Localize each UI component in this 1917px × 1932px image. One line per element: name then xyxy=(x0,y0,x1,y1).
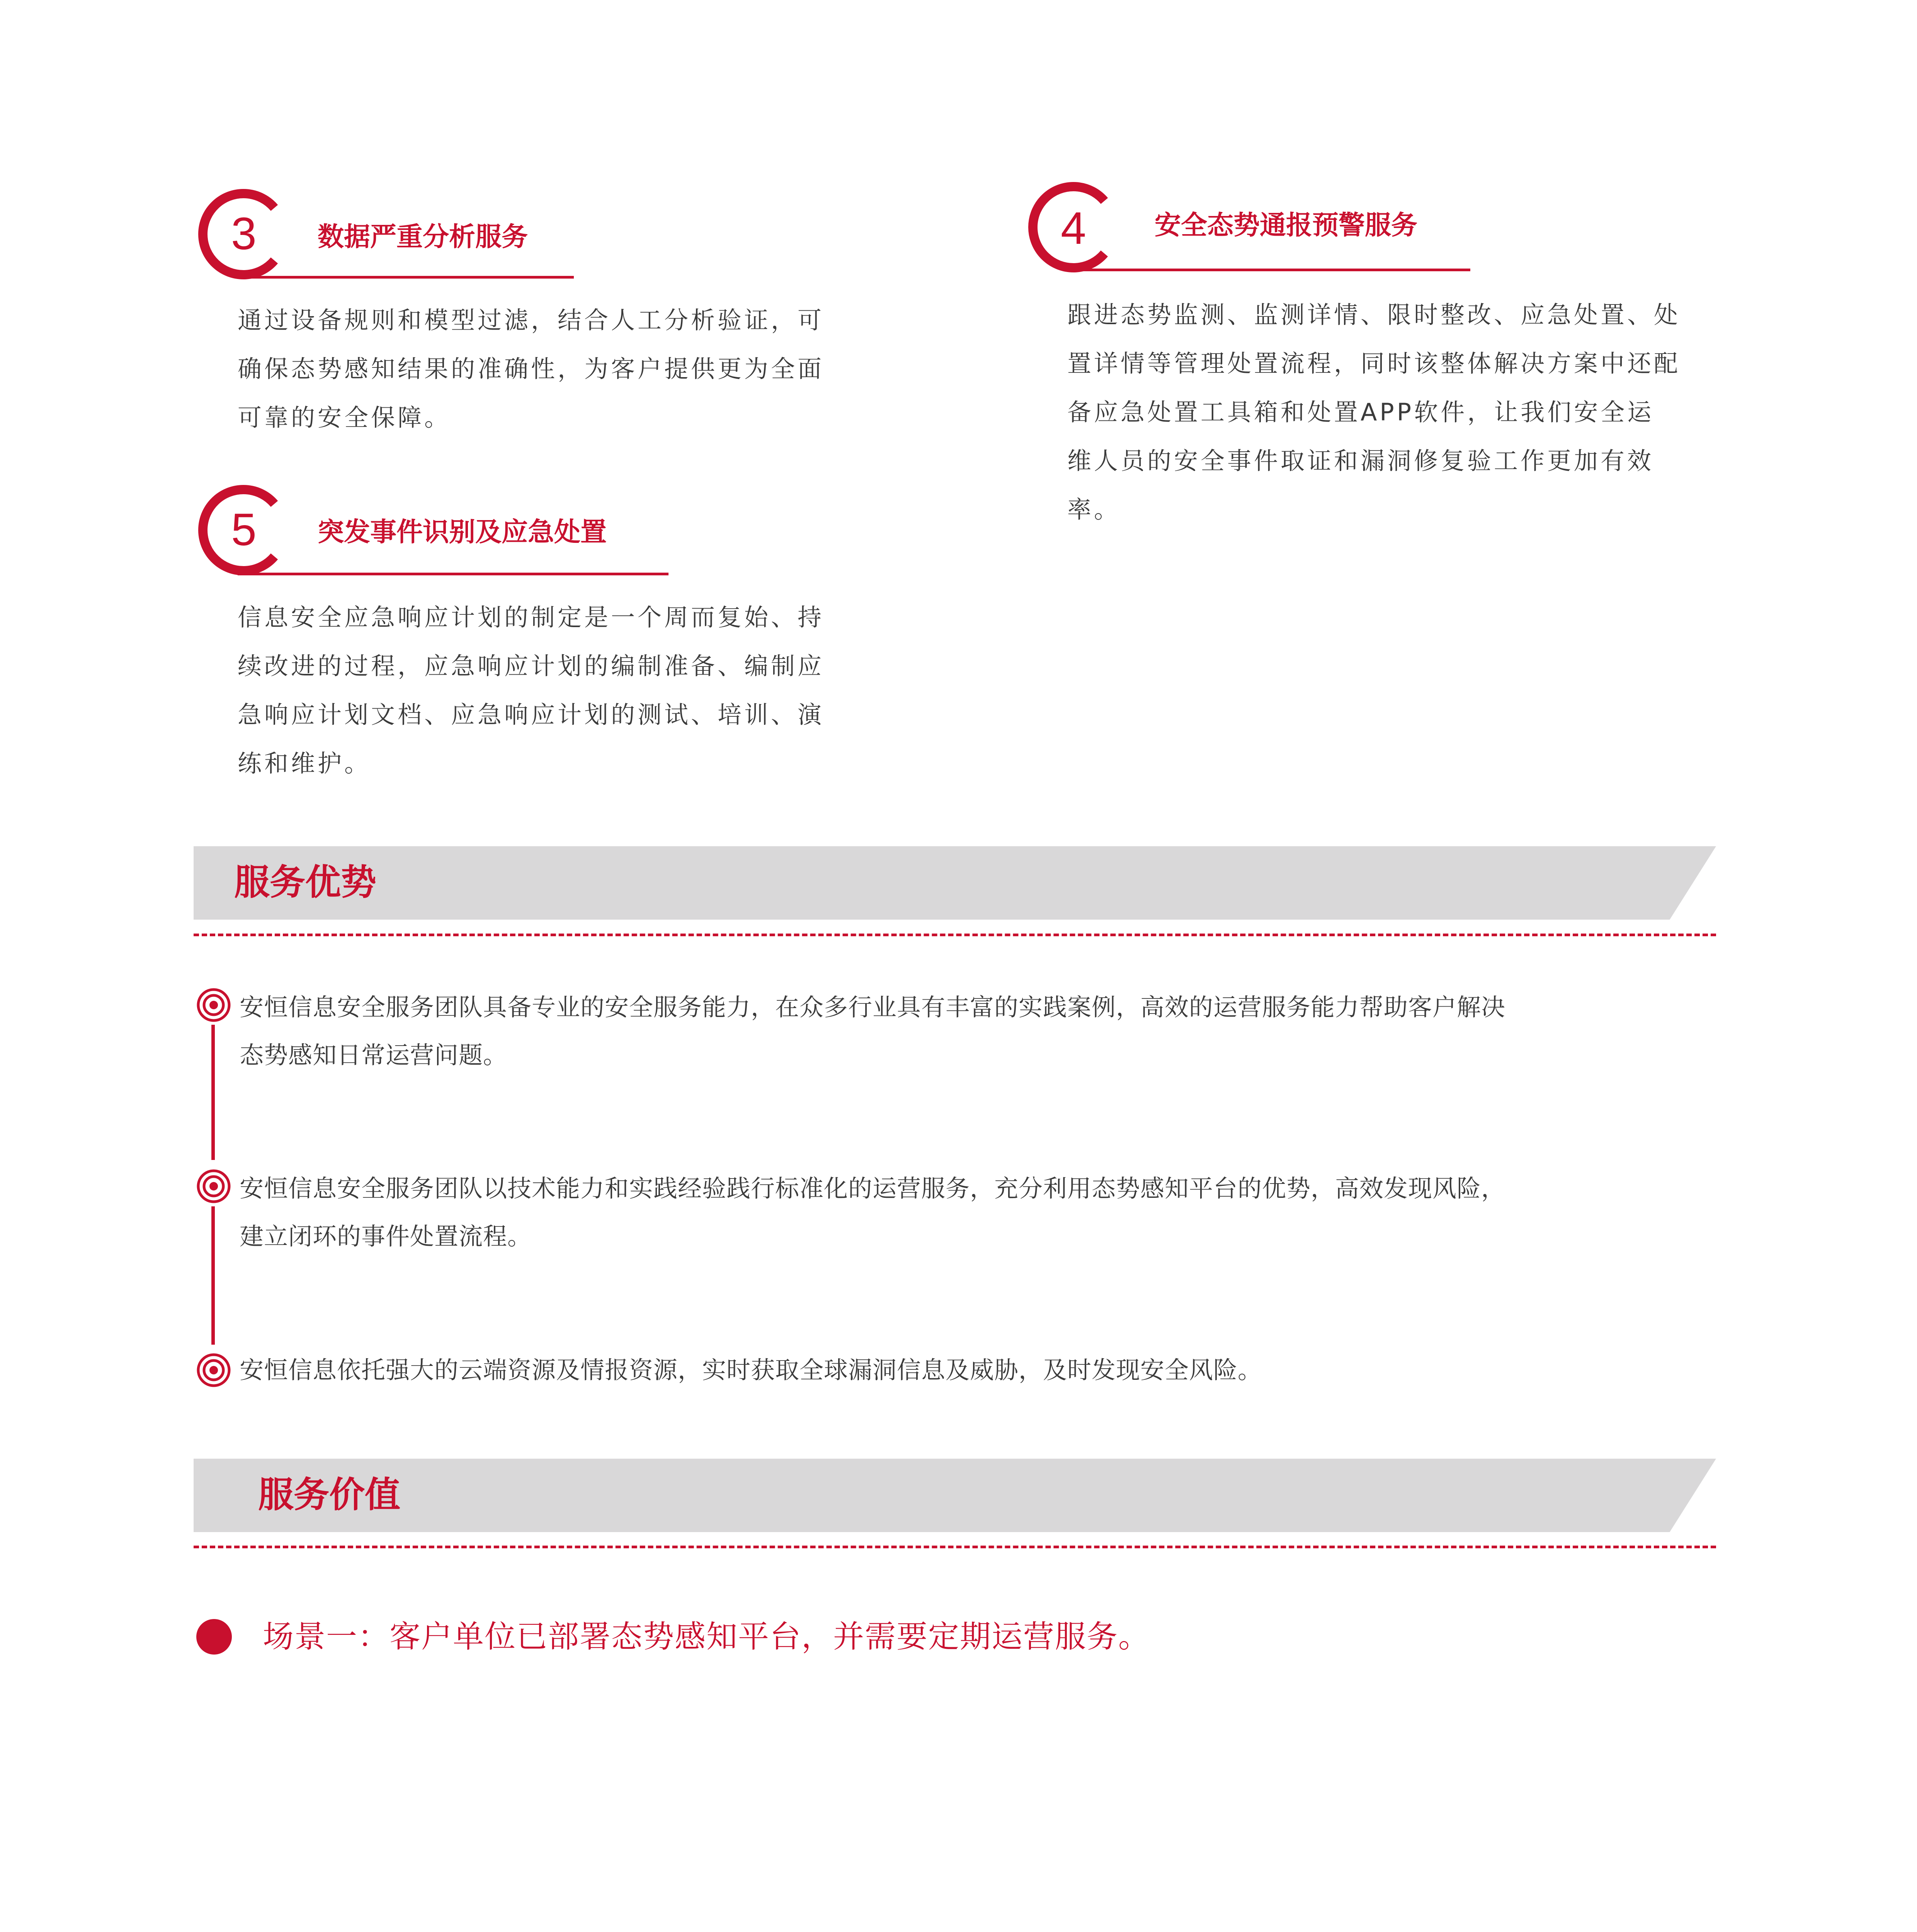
advantage-line: 建立闭环的事件处置流程。 xyxy=(240,1222,532,1250)
advantages-dashed-divider xyxy=(194,934,1716,936)
service-4-line: 置详情等管理处置流程，同时该整体解决方案中还配 xyxy=(1067,349,1681,378)
service-4-underline xyxy=(1067,269,1470,271)
service-5-line: 信息安全应急响应计划的制定是一个周而复始、持 xyxy=(238,603,825,631)
service-4-body xyxy=(1067,291,1732,534)
service-3-line: 可靠的安全保障。 xyxy=(238,403,451,432)
advantage-line: 安恒信息安全服务团队具备专业的安全服务能力，在众多行业具有丰富的实践案例，高效的运营服务能力帮助客户解决 xyxy=(240,993,1506,1021)
advantage-connector-line xyxy=(211,1206,215,1345)
value-banner xyxy=(194,1459,1716,1532)
advantage-item-2 xyxy=(240,1165,1720,1260)
service-5-body xyxy=(238,593,902,788)
value-dashed-divider xyxy=(194,1546,1716,1548)
service-4-line: 维人员的安全事件取证和漏洞修复验工作更加有效 xyxy=(1067,447,1654,475)
advantage-item-1 xyxy=(240,983,1720,1079)
value-title: 服务价值 xyxy=(258,1474,401,1515)
service-3-title: 数据严重分析服务 xyxy=(318,222,528,252)
scenario-bullet-dot xyxy=(196,1619,232,1655)
service-5-title: 突发事件识别及应急处置 xyxy=(318,517,607,548)
target-icon xyxy=(196,1352,231,1388)
service-5-line: 急响应计划文档、应急响应计划的测试、培训、演 xyxy=(238,701,825,729)
service-3-number: 3 xyxy=(231,208,257,259)
service-3-line: 通过设备规则和模型过滤，结合人工分析验证，可 xyxy=(238,306,825,334)
service-4-line: 备应急处置工具箱和处置APP软件，让我们安全运 xyxy=(1067,398,1654,426)
service-4-line: 跟进态势监测、监测详情、限时整改、应急处置、处 xyxy=(1067,301,1681,329)
target-icon xyxy=(196,1168,231,1204)
service-5-line: 练和维护。 xyxy=(238,749,371,777)
scenario-text: 场景一：客户单位已部署态势感知平台，并需要定期运营服务。 xyxy=(263,1619,1150,1655)
advantage-line: 安恒信息依托强大的云端资源及情报资源，实时获取全球漏洞信息及威胁，及时发现安全风险。 xyxy=(240,1356,1262,1384)
advantages-title: 服务优势 xyxy=(234,862,377,903)
advantages-banner xyxy=(194,846,1716,920)
target-icon xyxy=(196,987,231,1023)
advantage-line: 态势感知日常运营问题。 xyxy=(240,1041,508,1069)
advantage-item-3 xyxy=(240,1346,1720,1394)
service-3-underline xyxy=(238,276,574,279)
service-3-body xyxy=(238,296,902,442)
advantage-line: 安恒信息安全服务团队以技术能力和实践经验践行标准化的运营服务，充分利用态势感知平台的优势，高效发现风险， xyxy=(240,1174,1506,1202)
service-4-line: 率。 xyxy=(1067,495,1121,524)
advantage-connector-line xyxy=(211,1025,215,1160)
service-4-title: 安全态势通报预警服务 xyxy=(1155,210,1418,241)
service-4-number: 4 xyxy=(1061,203,1086,254)
service-3-line: 确保态势感知结果的准确性，为客户提供更为全面 xyxy=(238,355,825,383)
banner-corner-slash xyxy=(1670,1459,1716,1532)
service-5-line: 续改进的过程，应急响应计划的编制准备、编制应 xyxy=(238,652,825,680)
service-5-number: 5 xyxy=(231,504,257,555)
banner-corner-slash xyxy=(1670,846,1716,920)
service-5-underline xyxy=(238,573,668,575)
